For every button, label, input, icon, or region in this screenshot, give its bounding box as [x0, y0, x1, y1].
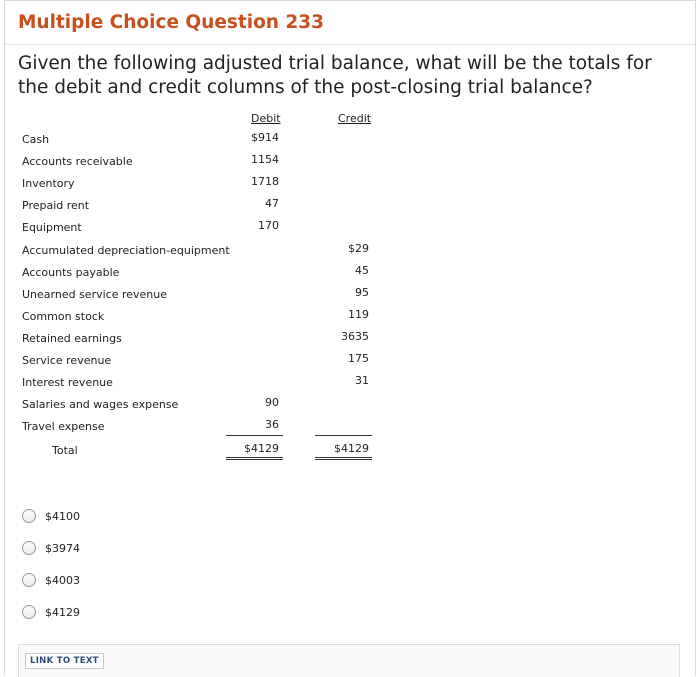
answer-option[interactable]: [22, 509, 80, 523]
credit-double-rule: [315, 457, 372, 460]
answer-radio-button[interactable]: [22, 541, 36, 555]
debit-total: $4129: [244, 442, 279, 455]
answer-option[interactable]: [22, 573, 80, 587]
row-label: Interest revenue: [22, 376, 113, 390]
debit-amount: 170: [258, 219, 279, 233]
row-label: Unearned service revenue: [22, 287, 168, 301]
row-label: Accounts receivable: [22, 155, 133, 169]
credit-amount: 119: [348, 307, 369, 321]
answer-option[interactable]: [22, 605, 80, 619]
answer-option-label: $4003: [45, 573, 80, 587]
row-label: Accounts payable: [22, 265, 120, 279]
row-label: Equipment: [22, 221, 82, 235]
debit-amount: 47: [265, 197, 279, 211]
row-label: Service revenue: [22, 354, 112, 367]
answer-option-label: $3974: [45, 541, 80, 555]
footer-bar: [18, 644, 680, 677]
total-label: Total: [52, 444, 78, 457]
credit-column-header: Credit: [338, 112, 372, 125]
row-label: Common stock: [22, 309, 105, 323]
debit-amount: 36: [265, 418, 279, 432]
credit-sum-rule: [315, 435, 372, 436]
row-label: Retained earnings: [22, 331, 122, 345]
credit-amount: 31: [355, 374, 369, 388]
answer-radio-button[interactable]: [22, 573, 36, 587]
row-label: Cash: [22, 133, 50, 146]
credit-amount: 3635: [341, 329, 369, 343]
row-label: Prepaid rent: [22, 199, 90, 213]
row-label: Travel expense: [22, 420, 105, 434]
answer-option-label: $4129: [45, 605, 80, 619]
credit-amount: 95: [355, 285, 369, 299]
debit-double-rule: [226, 457, 283, 460]
debit-amount: $914: [251, 131, 279, 144]
question-title: Multiple Choice Question 233: [18, 12, 325, 33]
answer-radio-button[interactable]: [22, 509, 36, 523]
row-label: Accumulated depreciation-equipment: [22, 243, 230, 257]
row-label: Inventory: [22, 177, 75, 191]
answer-radio-button[interactable]: [22, 605, 36, 619]
debit-sum-rule: [226, 435, 283, 436]
row-label: Salaries and wages expense: [22, 398, 179, 412]
link-to-text-button[interactable]: LINK TO TEXT: [25, 653, 104, 669]
credit-amount: 45: [355, 263, 369, 277]
answer-option-label: $4100: [45, 509, 80, 523]
debit-amount: 1154: [251, 153, 279, 167]
debit-amount: 1718: [251, 175, 279, 189]
debit-amount: 90: [265, 396, 279, 410]
credit-amount: $29: [348, 241, 369, 255]
credit-amount: 175: [348, 352, 369, 365]
answer-option[interactable]: [22, 541, 80, 555]
debit-column-header: Debit: [251, 112, 281, 125]
credit-total: $4129: [334, 442, 369, 455]
question-text: Given the following adjusted trial balance, what will be the totals for the debit and credit columns of the post-closing trial balance?: [18, 53, 652, 98]
